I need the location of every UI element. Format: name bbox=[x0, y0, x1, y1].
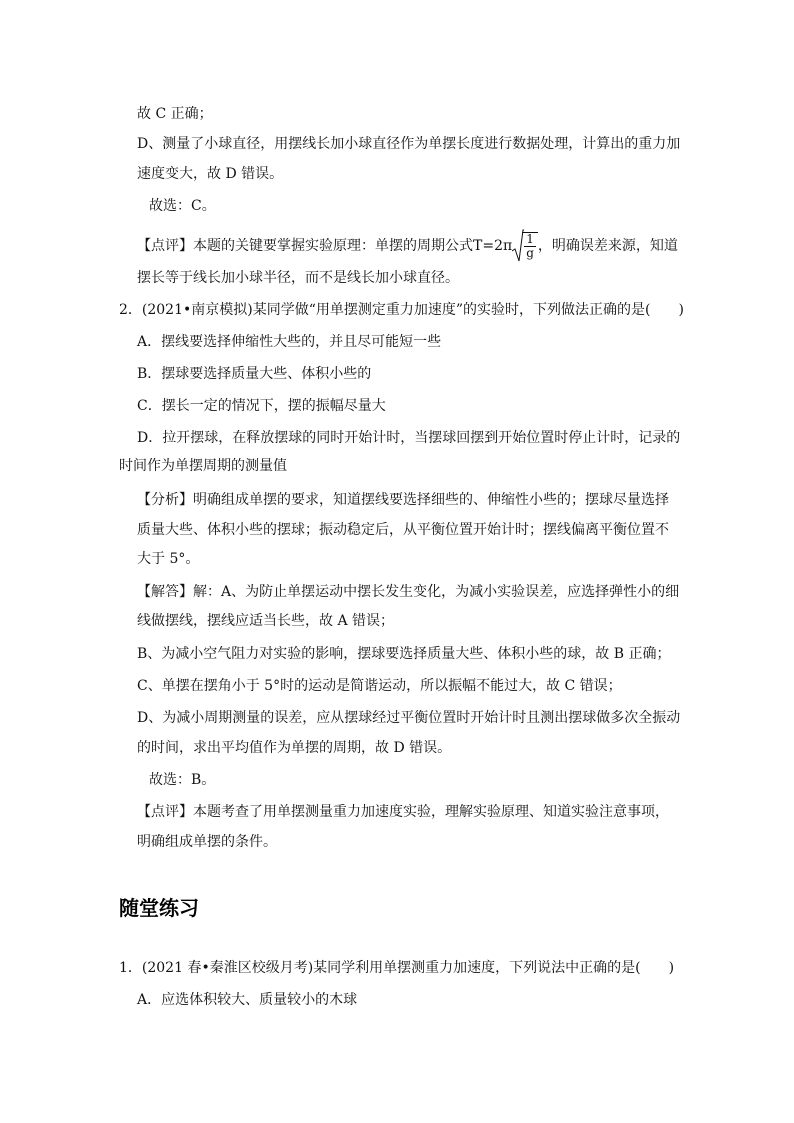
question2-solution-b: B、为减小空气阻力对实验的影响，摆球要选择质量大些、体积小些的球，故 B 正确； bbox=[137, 646, 671, 662]
question2-option-d-line1: D．拉开摆球，在释放摆球的同时开始计时，当摆球回摆到开始位置时停止计时，记录的 bbox=[137, 430, 681, 446]
formula-lhs: T=2π bbox=[473, 238, 513, 254]
question2-analysis-line1: 【分析】明确组成单摆的要求，知道摆线要选择细些的、伸缩性小些的；摆球尽量选择 bbox=[137, 492, 669, 508]
prev-solution-d-line1: D、测量了小球直径，用摆线长加小球直径作为单摆长度进行数据处理，计算出的重力加 bbox=[137, 136, 681, 152]
prev-comment-text-before: 【点评】本题的关键要掌握实验原理：单摆的周期公式 bbox=[137, 238, 473, 254]
section-heading: 随堂练习 bbox=[119, 896, 199, 920]
question2-option-b: B．摆球要选择质量大些、体积小些的 bbox=[137, 366, 372, 382]
prev-comment-line1 bbox=[137, 228, 678, 264]
question2-analysis-line2: 质量大些、体积小些的摆球；振动稳定后，从平衡位置开始计时；摆线偏离平衡位置不 bbox=[137, 522, 669, 538]
formula-fraction bbox=[522, 232, 538, 260]
question2-solution-d-line2: 的时间，求出平均值作为单摆的周期，故 D 错误。 bbox=[137, 740, 452, 756]
question2-solution-d-line1: D、为减小周期测量的误差，应从摆球经过平衡位置时开始计时且测出摆球做多次全振动 bbox=[137, 710, 681, 726]
question2-answer: 故选：B。 bbox=[149, 772, 216, 788]
practice1-stem: 1．(2021 春•秦淮区校级月考)某同学利用单摆测重力加速度，下列说法中正确的是( ) bbox=[119, 960, 675, 976]
question2-solution-c: C、单摆在摆角小于 5°时的运动是简谐运动，所以振幅不能过大，故 C 错误； bbox=[137, 678, 622, 694]
question2-comment-line2: 明确组成单摆的条件。 bbox=[137, 834, 277, 850]
formula-numerator: 1 bbox=[526, 232, 534, 246]
question2-solution-line2: 线做摆线，摆线应适当长些，故 A 错误； bbox=[137, 613, 395, 629]
question2-comment-line1: 【点评】本题考查了用单摆测量重力加速度实验，理解实验原理、知道实验注意事项， bbox=[137, 804, 669, 820]
period-formula bbox=[473, 228, 538, 264]
prev-comment-line2: 摆长等于线长加小球半径，而不是线长加小球直径。 bbox=[137, 270, 459, 286]
formula-denominator: g bbox=[526, 246, 534, 260]
question2-stem: 2．(2021•南京模拟)某同学做“用单摆测定重力加速度”的实验时，下列做法正确的是( ) bbox=[119, 302, 684, 318]
question2-option-a: A．摆线要选择伸缩性大些的，并且尽可能短一些 bbox=[137, 334, 442, 350]
practice1-option-a: A．应选体积较大、质量较小的木球 bbox=[137, 992, 358, 1008]
question2-option-d-line2: 时间作为单摆周期的测量值 bbox=[119, 458, 287, 474]
question2-solution-line1: 【解答】解：A、为防止单摆运动中摆长发生变化，为减小实验误差，应选择弹性小的细 bbox=[137, 584, 680, 600]
question2-option-c: C．摆长一定的情况下，摆的振幅尽量大 bbox=[137, 398, 386, 414]
question2-analysis-line3: 大于 5°。 bbox=[137, 551, 200, 567]
prev-solution-d-line2: 速度变大，故 D 错误。 bbox=[137, 166, 284, 182]
prev-comment-text-after: ，明确误差来源，知道 bbox=[537, 238, 678, 254]
prev-answer: 故选：C。 bbox=[149, 198, 216, 214]
prev-solution-c-correct: 故 C 正确； bbox=[137, 106, 213, 122]
